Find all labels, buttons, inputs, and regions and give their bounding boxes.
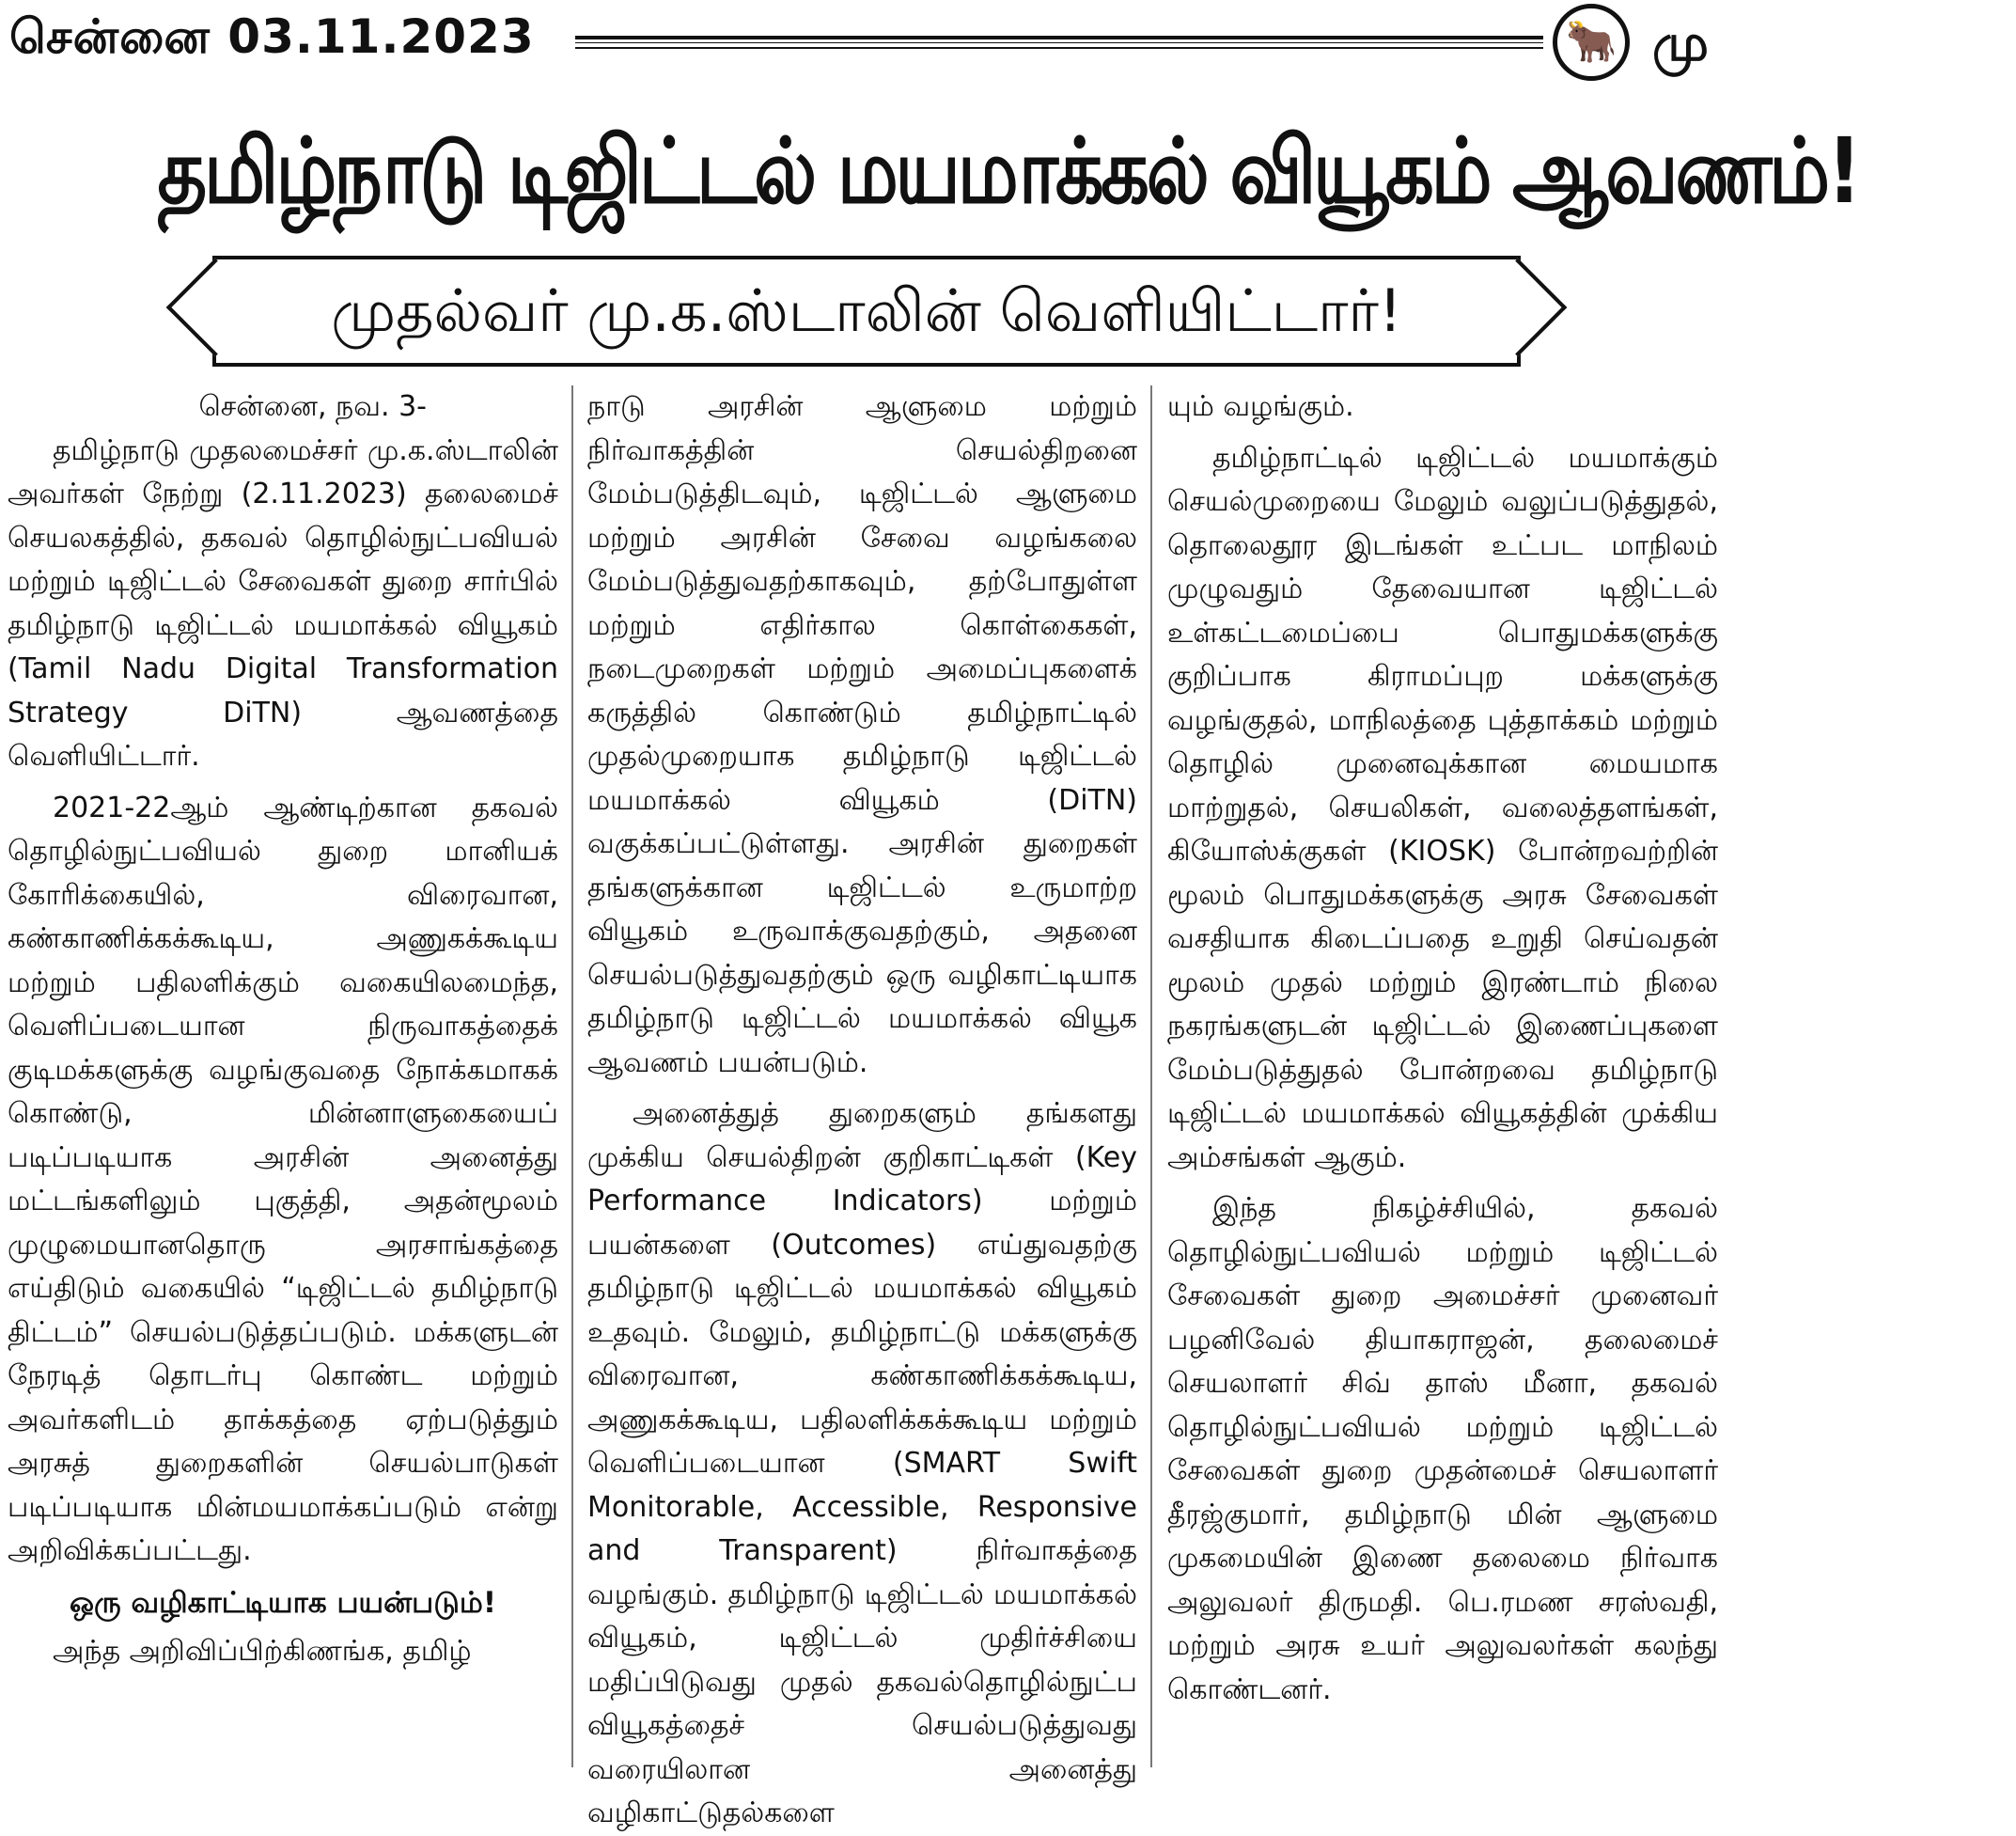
place-date: சென்னை, நவ. 3- [198, 390, 427, 423]
article-column-2 [587, 385, 1137, 1829]
bull-emblem-icon: 🐂 [1553, 4, 1630, 81]
masthead [0, 0, 1727, 94]
paragraph: நாடு அரசின் ஆளுமை மற்றும் நிர்வாகத்தின் செயல்திறனை மேம்படுத்திடவும், டிஜிட்டல் ஆளுமை மற்றும் அரசின் சேவை வழங்கலை மேம்படுத்துவதற்காகவும், தற்போதுள்ள மற்றும் எதிர்கால கொள்கைகள், நடைமுறைகள் மற்றும் அமைப்புகளைக் கருத்தில் கொண்டும் தமிழ்நாட்டில் முதல்முறையாக தமிழ்நாடு டிஜிட்டல் மயமாக்கல் வியூகம் (DiTN) வகுக்கப்பட்டுள்ளது. அரசின் துறைகள் தங்களுக்கான டிஜிட்டல் உருமாற்ற வியூகம் உருவாக்குவதற்கும், அதனை செயல்படுத்துவதற்கும் ஒரு வழிகாட்டியாக தமிழ்நாடு டிஜிட்டல் மயமாக்கல் வியூக ஆவணம் பயன்படும். [587, 390, 1137, 1079]
paragraph: தமிழ்நாட்டில் டிஜிட்டல் மயமாக்கும் செயல்முறையை மேலும் வலுப்படுத்துதல், தொலைதூர இடங்கள் உட்பட மாநிலம் முழுவதும் தேவையான டிஜிட்டல் உள்கட்டமைப்பை பொதுமக்களுக்கு குறிப்பாக கிராமப்புற மக்களுக்கு வழங்குதல், மாநிலத்தை புத்தாக்கம் மற்றும் தொழில் முனைவுக்கான மையமாக மாற்றுதல், செயலிகள், வலைத்தளங்கள், கியோஸ்க்குகள் (KIOSK) போன்றவற்றின் மூலம் பொதுமக்களுக்கு அரசு சேவைகள் வசதியாக கிடைப்பதை உறுதி செய்வதன் மூலம் முதல் மற்றும் இரண்டாம் நிலை நகரங்களுடன் டிஜிட்டல் இணைப்புகளை மேம்படுத்துதல் போன்றவை தமிழ்நாடு டிஜிட்டல் மயமாக்கல் வியூகத்தின் முக்கிய அம்சங்கள் ஆகும். [1167, 441, 1718, 1174]
subheadline: முதல்வர் மு.க.ஸ்டாலின் வெளியிட்டார்! [331, 276, 1402, 345]
masthead-rule [575, 36, 1543, 49]
article-column-3 [1167, 385, 1718, 1767]
headline: தமிழ்நாடு டிஜிட்டல் மயமாக்கல் வியூகம் ஆவணம்! [157, 118, 1859, 224]
article-column-1 [8, 385, 558, 1767]
dateline: சென்னை 03.11.2023 [9, 9, 535, 64]
column-divider [571, 385, 573, 1767]
paragraph: அனைத்துத் துறைகளும் தங்களது முக்கிய செயல்திறன் குறிகாட்டிகள் (Key Performance Indicators) மற்றும் பயன்களை (Outcomes) எய்துவதற்கு தமிழ்நாடு டிஜிட்டல் மயமாக்கல் வியூகம் உதவும். மேலும், தமிழ்நாட்டு மக்களுக்கு விரைவான, கண்காணிக்கக்கூடிய, அணுகக்கூடிய, பதிலளிக்கக்கூடிய மற்றும் வெளிப்படையான (SMART Swift Monitorable, Accessible, Responsive and Transparent) நிர்வாகத்தை வழங்கும். தமிழ்நாடு டிஜிட்டல் மயமாக்கல் வியூகம், டிஜிட்டல் முதிர்ச்சியை மதிப்பிடுவது முதல் தகவல்தொழில்நுட்ப வியூகத்தைச் செயல்படுத்துவது வரையிலான அனைத்து வழிகாட்டுதல்களை [587, 1097, 1137, 1829]
column-divider [1150, 385, 1152, 1767]
paragraph: அந்த அறிவிப்பிற்கிணங்க, தமிழ் [53, 1635, 472, 1668]
section-subheading: ஒரு வழிகாட்டியாக பயன்படும்! [70, 1585, 496, 1620]
subheadline-banner [212, 256, 1521, 367]
paragraph: தமிழ்நாடு முதலமைச்சர் மு.க.ஸ்டாலின் அவர்கள் நேற்று (2.11.2023) தலைமைச் செயலகத்தில், தகவல் தொழில்நுட்பவியல் மற்றும் டிஜிட்டல் சேவைகள் துறை சார்பில் தமிழ்நாடு டிஜிட்டல் மயமாக்கல் வியூகம் (Tamil Nadu Digital Transformation Strategy DiTN) ஆவணத்தை வெளியிட்டார். [8, 433, 558, 773]
paper-name: மு [1652, 13, 1709, 72]
paragraph: யும் வழங்கும். [1167, 390, 1354, 423]
paragraph: 2021-22ஆம் ஆண்டிற்கான தகவல் தொழில்நுட்பவியல் துறை மானியக் கோரிக்கையில், விரைவான, கண்காணிக்கக்கூடிய, அணுகக்கூடிய மற்றும் பதிலளிக்கும் வகையிலமைந்த, வெளிப்படையான நிருவாகத்தைக் குடிமக்களுக்கு வழங்குவதை நோக்கமாகக் கொண்டு, மின்னாளுகையைப் படிப்படியாக அரசின் அனைத்து மட்டங்களிலும் புகுத்தி, அதன்மூலம் முழுமையானதொரு அரசாங்கத்தை எய்திடும் வகையில் “டிஜிட்டல் தமிழ்நாடு திட்டம்” செயல்படுத்தப்படும். மக்களுடன் நேரடித் தொடர்பு கொண்ட மற்றும் அவர்களிடம் தாக்கத்தை ஏற்படுத்தும் அரசுத் துறைகளின் செயல்பாடுகள் படிப்படியாக மின்மயமாக்கப்படும் என்று அறிவிக்கப்பட்டது. [8, 791, 558, 1567]
paragraph: இந்த நிகழ்ச்சியில், தகவல் தொழில்நுட்பவியல் மற்றும் டிஜிட்டல் சேவைகள் துறை அமைச்சர் முனைவர் பழனிவேல் தியாகராஜன், தலைமைச் செயலாளர் சிவ் தாஸ் மீனா, தகவல் தொழில்நுட்பவியல் மற்றும் டிஜிட்டல் சேவைகள் துறை முதன்மைச் செயலாளர் தீரஜ்குமார், தமிழ்நாடு மின் ஆளுமை முகமையின் இணை தலைமை நிர்வாக அலுவலர் திருமதி. பெ.ரமண சரஸ்வதி, மற்றும் அரசு உயர் அலுவலர்கள் கலந்து கொண்டனர். [1167, 1192, 1718, 1706]
